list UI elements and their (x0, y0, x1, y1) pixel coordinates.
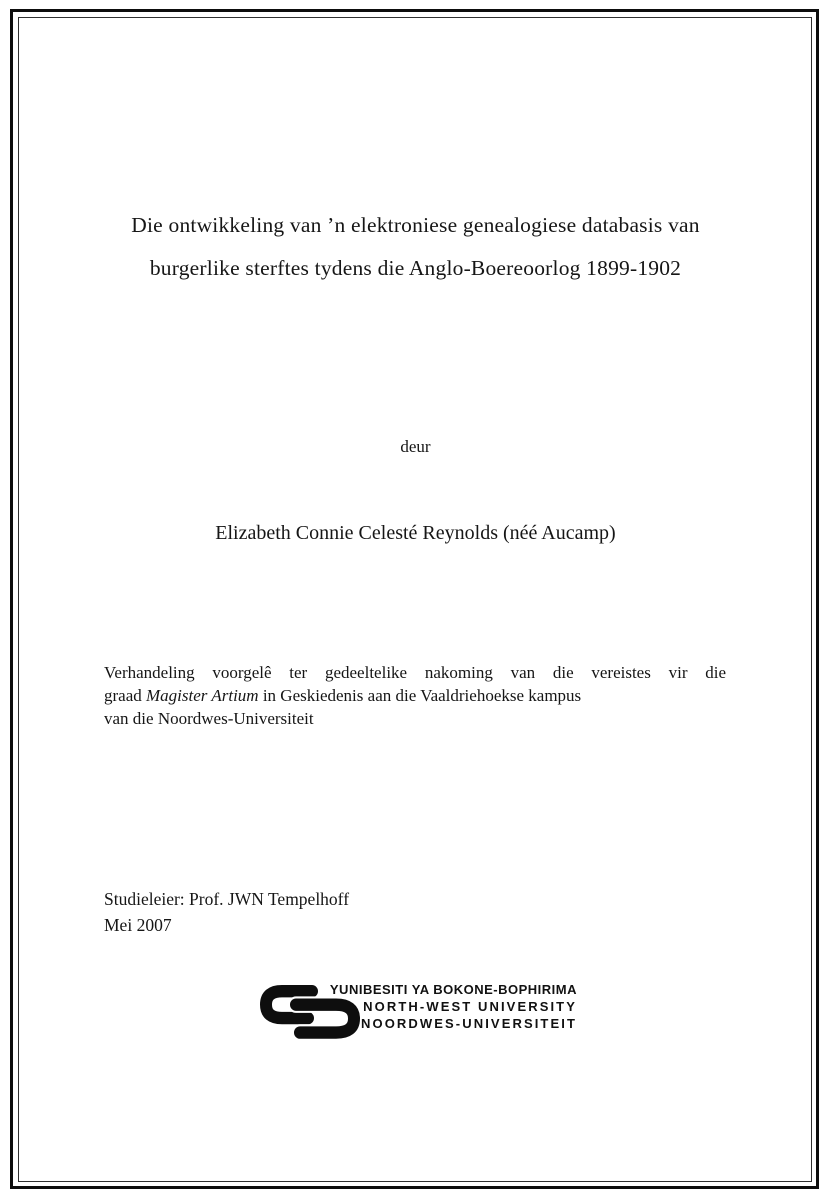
statement-degree-italic: Magister Artium (146, 686, 259, 705)
statement-line-2 (104, 684, 726, 707)
byline-deur: deur (400, 437, 431, 456)
supervisor-block (104, 886, 349, 938)
statement-line-1: Verhandeling voorgelê ter gedeeltelike nakoming van die vereistes vir die (104, 663, 726, 682)
logo-text-setswana: YUNIBESITI YA BOKONE-BOPHIRIMA (329, 982, 577, 997)
university-logo-text (330, 981, 577, 1032)
thesis-statement (104, 661, 726, 730)
statement-line-2-post: in Geskiedenis aan die Vaaldriehoekse kampus (258, 686, 582, 705)
statement-line-3: van die Noordwes-Universiteit (104, 709, 314, 728)
logo-text-english: NORTH-WEST UNIVERSITY (363, 999, 577, 1014)
author-name: Elizabeth Connie Celesté Reynolds (néé Aucamp) (215, 522, 616, 544)
title-line-2: burgerlike sterftes tydens die Anglo-Boereoorlog 1899-1902 (149, 256, 682, 280)
title-line-1: Die ontwikkeling van ’n elektroniese genealogiese databasis van (131, 213, 700, 237)
date-line: Mei 2007 (104, 915, 172, 935)
supervisor-line: Studieleier: Prof. JWN Tempelhoff (104, 889, 350, 909)
thesis-title (60, 204, 771, 290)
statement-line-2-pre: graad (104, 686, 147, 705)
logo-text-afrikaans: NOORDWES-UNIVERSITEIT (361, 1016, 577, 1031)
